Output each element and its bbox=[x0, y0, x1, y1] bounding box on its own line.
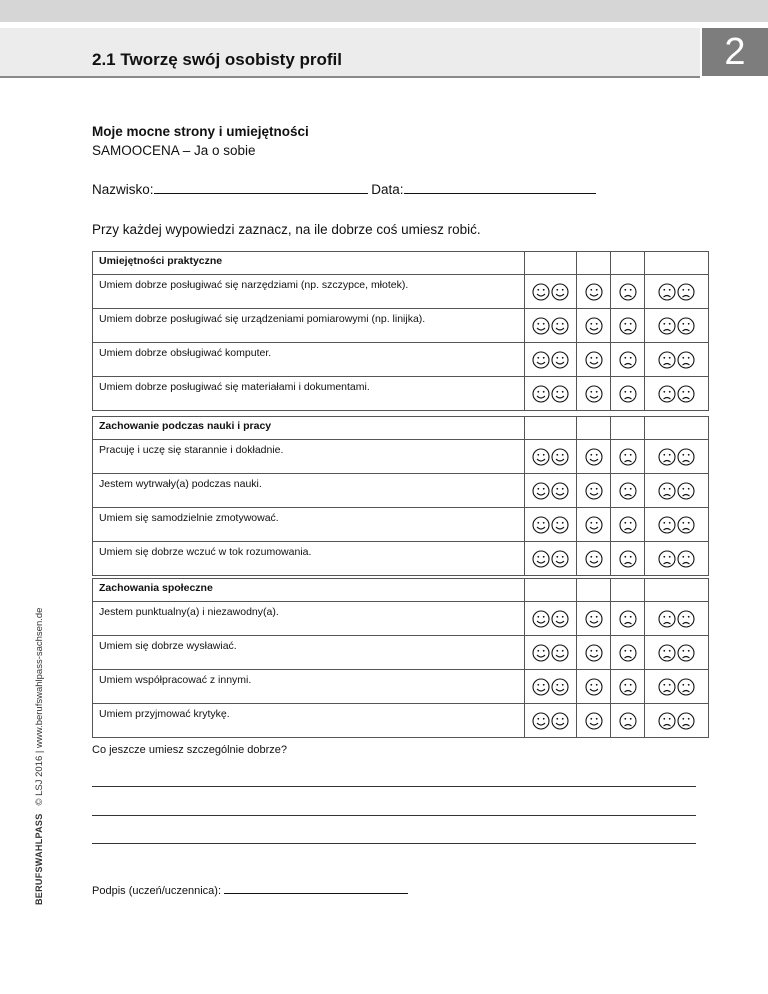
statement-text: Umiem dobrze posługiwać się urządzeniami pomiarowymi (np. linijka). bbox=[93, 309, 525, 343]
statement-text: Umiem przyjmować krytykę. bbox=[93, 704, 525, 738]
table-row bbox=[93, 309, 709, 343]
two-frown-icon bbox=[658, 714, 695, 726]
smiley-icon bbox=[585, 484, 603, 496]
rating-option[interactable] bbox=[645, 704, 709, 738]
section-title: Zachowanie podczas nauki i pracy bbox=[93, 417, 525, 440]
rating-option[interactable] bbox=[525, 440, 577, 474]
rating-option[interactable] bbox=[577, 343, 611, 377]
two-frown-icon bbox=[658, 612, 695, 624]
two-smiley-icon bbox=[532, 319, 569, 331]
table-row bbox=[93, 670, 709, 704]
rating-option[interactable] bbox=[611, 636, 645, 670]
rating-option[interactable] bbox=[611, 670, 645, 704]
rating-option[interactable] bbox=[525, 542, 577, 576]
rating-option[interactable] bbox=[611, 377, 645, 411]
smiley-icon bbox=[585, 680, 603, 692]
rating-option[interactable] bbox=[577, 474, 611, 508]
table-row bbox=[93, 602, 709, 636]
frown-icon bbox=[619, 646, 637, 658]
frown-icon bbox=[619, 353, 637, 365]
rating-table-2 bbox=[92, 416, 709, 576]
two-smiley-icon bbox=[532, 353, 569, 365]
table-row bbox=[93, 508, 709, 542]
statement-text: Umiem się samodzielnie zmotywować. bbox=[93, 508, 525, 542]
rating-option[interactable] bbox=[577, 440, 611, 474]
rating-option[interactable] bbox=[645, 670, 709, 704]
rating-option[interactable] bbox=[525, 636, 577, 670]
rating-option[interactable] bbox=[611, 474, 645, 508]
rating-option[interactable] bbox=[645, 377, 709, 411]
frown-icon bbox=[619, 518, 637, 530]
two-frown-icon bbox=[658, 450, 695, 462]
table-row bbox=[93, 542, 709, 576]
rating-option[interactable] bbox=[645, 508, 709, 542]
table-row bbox=[93, 636, 709, 670]
frown-icon bbox=[619, 484, 637, 496]
two-smiley-icon bbox=[532, 612, 569, 624]
signature-field[interactable] bbox=[224, 884, 408, 894]
rating-option[interactable] bbox=[577, 508, 611, 542]
signature-row bbox=[92, 884, 408, 897]
rating-option[interactable] bbox=[525, 275, 577, 309]
smiley-icon bbox=[585, 450, 603, 462]
chapter-number: 2 bbox=[702, 28, 768, 76]
statement-text: Umiem dobrze posługiwać się materiałami i dokumentami. bbox=[93, 377, 525, 411]
two-smiley-icon bbox=[532, 646, 569, 658]
table-row bbox=[93, 440, 709, 474]
rating-option[interactable] bbox=[645, 474, 709, 508]
section-title: Umiejętności praktyczne bbox=[93, 252, 525, 275]
statement-text: Umiem się dobrze wysławiać. bbox=[93, 636, 525, 670]
rating-option[interactable] bbox=[577, 602, 611, 636]
statement-text: Umiem współpracować z innymi. bbox=[93, 670, 525, 704]
smiley-icon bbox=[585, 552, 603, 564]
answer-line-1[interactable] bbox=[92, 786, 696, 787]
frown-icon bbox=[619, 552, 637, 564]
two-frown-icon bbox=[658, 285, 695, 297]
rating-option[interactable] bbox=[577, 542, 611, 576]
table-row bbox=[93, 377, 709, 411]
smiley-icon bbox=[585, 285, 603, 297]
rating-option[interactable] bbox=[611, 440, 645, 474]
page-title: 2.1 Tworzę swój osobisty profil bbox=[92, 50, 343, 69]
statement-text: Umiem dobrze posługiwać się narzędziami (np. szczypce, młotek). bbox=[93, 275, 525, 309]
rating-option[interactable] bbox=[645, 636, 709, 670]
table-row bbox=[93, 704, 709, 738]
rating-option[interactable] bbox=[645, 542, 709, 576]
rating-option[interactable] bbox=[611, 275, 645, 309]
instruction-text: Przy każdej wypowiedzi zaznacz, na ile dobrze coś umiesz robić. bbox=[92, 222, 481, 237]
rating-option[interactable] bbox=[645, 440, 709, 474]
side-brand-text bbox=[34, 608, 45, 905]
rating-table-3 bbox=[92, 578, 709, 738]
extra-skills-question: Co jeszcze umiesz szczególnie dobrze? bbox=[92, 744, 288, 756]
brand-logo: BERUFSWAHLPASS bbox=[34, 813, 44, 905]
rating-option[interactable] bbox=[525, 602, 577, 636]
two-smiley-icon bbox=[532, 450, 569, 462]
two-smiley-icon bbox=[532, 714, 569, 726]
name-label: Nazwisko: bbox=[92, 182, 154, 197]
two-frown-icon bbox=[658, 552, 695, 564]
rating-table-1 bbox=[92, 251, 709, 411]
rating-option[interactable] bbox=[525, 508, 577, 542]
rating-option[interactable] bbox=[577, 309, 611, 343]
frown-icon bbox=[619, 612, 637, 624]
table-row bbox=[93, 474, 709, 508]
date-label: Data: bbox=[371, 182, 404, 197]
top-strip bbox=[0, 0, 768, 22]
statement-text: Umiem się dobrze wczuć w tok rozumowania. bbox=[93, 542, 525, 576]
answer-line-3[interactable] bbox=[92, 843, 696, 844]
two-smiley-icon bbox=[532, 552, 569, 564]
frown-icon bbox=[619, 714, 637, 726]
rating-option[interactable] bbox=[525, 309, 577, 343]
answer-line-2[interactable] bbox=[92, 815, 696, 816]
rating-option[interactable] bbox=[645, 343, 709, 377]
rating-option[interactable] bbox=[577, 275, 611, 309]
two-frown-icon bbox=[658, 319, 695, 331]
copyright-text: © LSJ 2016 | www.berufswahlpass-sachsen.de bbox=[34, 607, 45, 806]
rating-option[interactable] bbox=[525, 377, 577, 411]
two-frown-icon bbox=[658, 387, 695, 399]
section-heading: Moje mocne strony i umiejętności bbox=[92, 124, 309, 139]
statement-text: Pracuję i uczę się starannie i dokładnie. bbox=[93, 440, 525, 474]
name-field[interactable] bbox=[154, 181, 368, 194]
rating-option[interactable] bbox=[645, 602, 709, 636]
two-smiley-icon bbox=[532, 680, 569, 692]
two-smiley-icon bbox=[532, 387, 569, 399]
two-frown-icon bbox=[658, 518, 695, 530]
rating-option[interactable] bbox=[525, 474, 577, 508]
smiley-icon bbox=[585, 612, 603, 624]
two-frown-icon bbox=[658, 680, 695, 692]
rating-option[interactable] bbox=[611, 542, 645, 576]
rating-option[interactable] bbox=[577, 670, 611, 704]
rating-option[interactable] bbox=[577, 636, 611, 670]
statement-text: Umiem dobrze obsługiwać komputer. bbox=[93, 343, 525, 377]
statement-text: Jestem punktualny(a) i niezawodny(a). bbox=[93, 602, 525, 636]
rating-option[interactable] bbox=[645, 309, 709, 343]
rating-option[interactable] bbox=[611, 602, 645, 636]
frown-icon bbox=[619, 680, 637, 692]
rating-option[interactable] bbox=[611, 309, 645, 343]
smiley-icon bbox=[585, 646, 603, 658]
two-frown-icon bbox=[658, 353, 695, 365]
rating-option[interactable] bbox=[611, 508, 645, 542]
rating-option[interactable] bbox=[525, 670, 577, 704]
section-subheading: SAMOOCENA – Ja o sobie bbox=[92, 143, 256, 158]
table-row bbox=[93, 343, 709, 377]
section-title: Zachowania społeczne bbox=[93, 579, 525, 602]
signature-label: Podpis (uczeń/uczennica): bbox=[92, 885, 222, 897]
name-date-row bbox=[92, 181, 596, 197]
two-smiley-icon bbox=[532, 484, 569, 496]
smiley-icon bbox=[585, 387, 603, 399]
smiley-icon bbox=[585, 518, 603, 530]
statement-text: Jestem wytrwały(a) podczas nauki. bbox=[93, 474, 525, 508]
smiley-icon bbox=[585, 353, 603, 365]
frown-icon bbox=[619, 319, 637, 331]
table-row bbox=[93, 275, 709, 309]
two-frown-icon bbox=[658, 646, 695, 658]
rating-option[interactable] bbox=[525, 343, 577, 377]
rating-option[interactable] bbox=[577, 704, 611, 738]
frown-icon bbox=[619, 450, 637, 462]
frown-icon bbox=[619, 387, 637, 399]
two-smiley-icon bbox=[532, 518, 569, 530]
date-field[interactable] bbox=[404, 181, 596, 194]
rating-option[interactable] bbox=[525, 704, 577, 738]
rating-option[interactable] bbox=[611, 343, 645, 377]
rating-option[interactable] bbox=[645, 275, 709, 309]
two-frown-icon bbox=[658, 484, 695, 496]
frown-icon bbox=[619, 285, 637, 297]
smiley-icon bbox=[585, 319, 603, 331]
two-smiley-icon bbox=[532, 285, 569, 297]
smiley-icon bbox=[585, 714, 603, 726]
rating-option[interactable] bbox=[611, 704, 645, 738]
rating-option[interactable] bbox=[577, 377, 611, 411]
